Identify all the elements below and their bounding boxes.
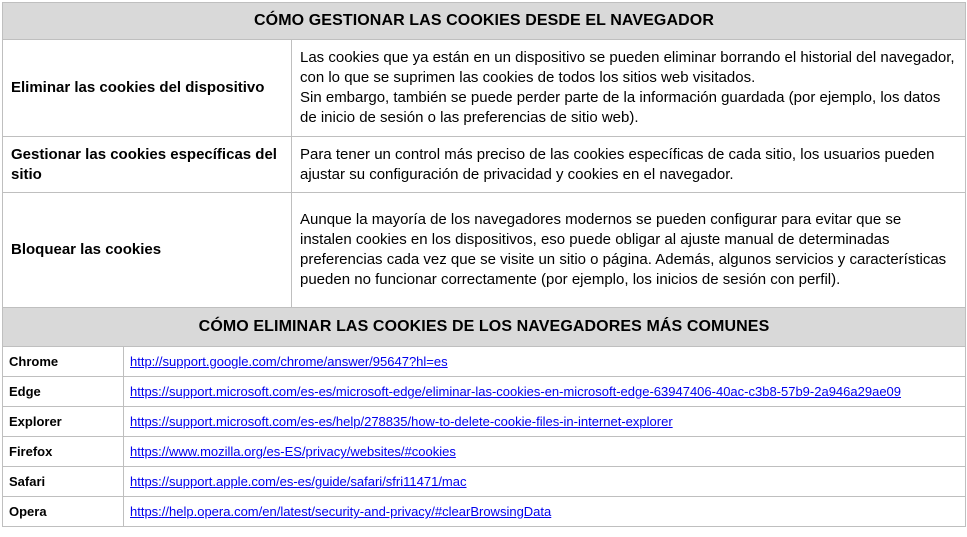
link-chrome[interactable]: http://support.google.com/chrome/answer/95647?hl=es — [130, 354, 448, 369]
link-explorer[interactable]: https://support.microsoft.com/es-es/help/278835/how-to-delete-cookie-files-in-internet-explorer — [130, 414, 673, 429]
link-safari[interactable]: https://support.apple.com/es-es/guide/safari/sfri11471/mac — [130, 474, 467, 489]
manage-cookies-title: CÓMO GESTIONAR LAS COOKIES DESDE EL NAVEGADOR — [3, 3, 966, 40]
row-description-delete — [292, 40, 966, 137]
table-row — [3, 193, 966, 308]
table-row — [3, 40, 966, 137]
manage-cookies-table — [2, 2, 966, 308]
row-label-delete: Eliminar las cookies del dispositivo — [3, 40, 292, 137]
table-row — [3, 377, 966, 407]
link-firefox[interactable]: https://www.mozilla.org/es-ES/privacy/websites/#cookies — [130, 444, 456, 459]
row-label-block: Bloquear las cookies — [3, 193, 292, 308]
browser-links-table — [2, 307, 966, 527]
table-row — [3, 137, 966, 193]
cookies-document — [2, 2, 965, 527]
link-opera[interactable]: https://help.opera.com/en/latest/security-and-privacy/#clearBrowsingData — [130, 504, 552, 519]
table-row — [3, 437, 966, 467]
description-line: Para tener un control más preciso de las cookies específicas de cada sitio, los usuarios pueden ajustar su configuración de privacidad y cookies en el navegador. — [300, 145, 935, 183]
table-row — [3, 497, 966, 527]
browser-name-opera: Opera — [3, 497, 124, 527]
browser-name-chrome: Chrome — [3, 347, 124, 377]
table-row — [3, 347, 966, 377]
description-line: Sin embargo, también se puede perder parte de la información guardada (por ejemplo, los datos de inicio de sesión o las preferencias de sitio web). — [300, 89, 941, 126]
browser-name-safari: Safari — [3, 467, 124, 497]
browser-links-title: CÓMO ELIMINAR LAS COOKIES DE LOS NAVEGADORES MÁS COMUNES — [3, 308, 966, 347]
row-description-manage — [292, 137, 966, 193]
browser-name-firefox: Firefox — [3, 437, 124, 467]
link-edge[interactable]: https://support.microsoft.com/es-es/microsoft-edge/eliminar-las-cookies-en-microsoft-edge-63947406-40ac-c3b8-57b9-2a946a29ae09 — [130, 384, 902, 399]
table-row — [3, 407, 966, 437]
browser-name-edge: Edge — [3, 377, 124, 407]
description-line: Aunque la mayoría de los navegadores modernos se pueden configurar para evitar que se instalen cookies en los dispositivos, eso puede obligar al ajuste manual de determinadas preferencias cada vez que se visite un sitio o página. Además, algunos servicios y características pueden no funcionar correctamente (por ejemplo, los inicios de sesión con perfil). — [300, 211, 947, 288]
row-description-block — [292, 193, 966, 308]
browser-name-explorer: Explorer — [3, 407, 124, 437]
row-label-manage: Gestionar las cookies específicas del sitio — [3, 137, 292, 193]
description-line: Las cookies que ya están en un dispositivo se pueden eliminar borrando el historial del navegador, con lo que se suprimen las cookies de todos los sitios web visitados. — [300, 49, 955, 86]
table-row — [3, 467, 966, 497]
